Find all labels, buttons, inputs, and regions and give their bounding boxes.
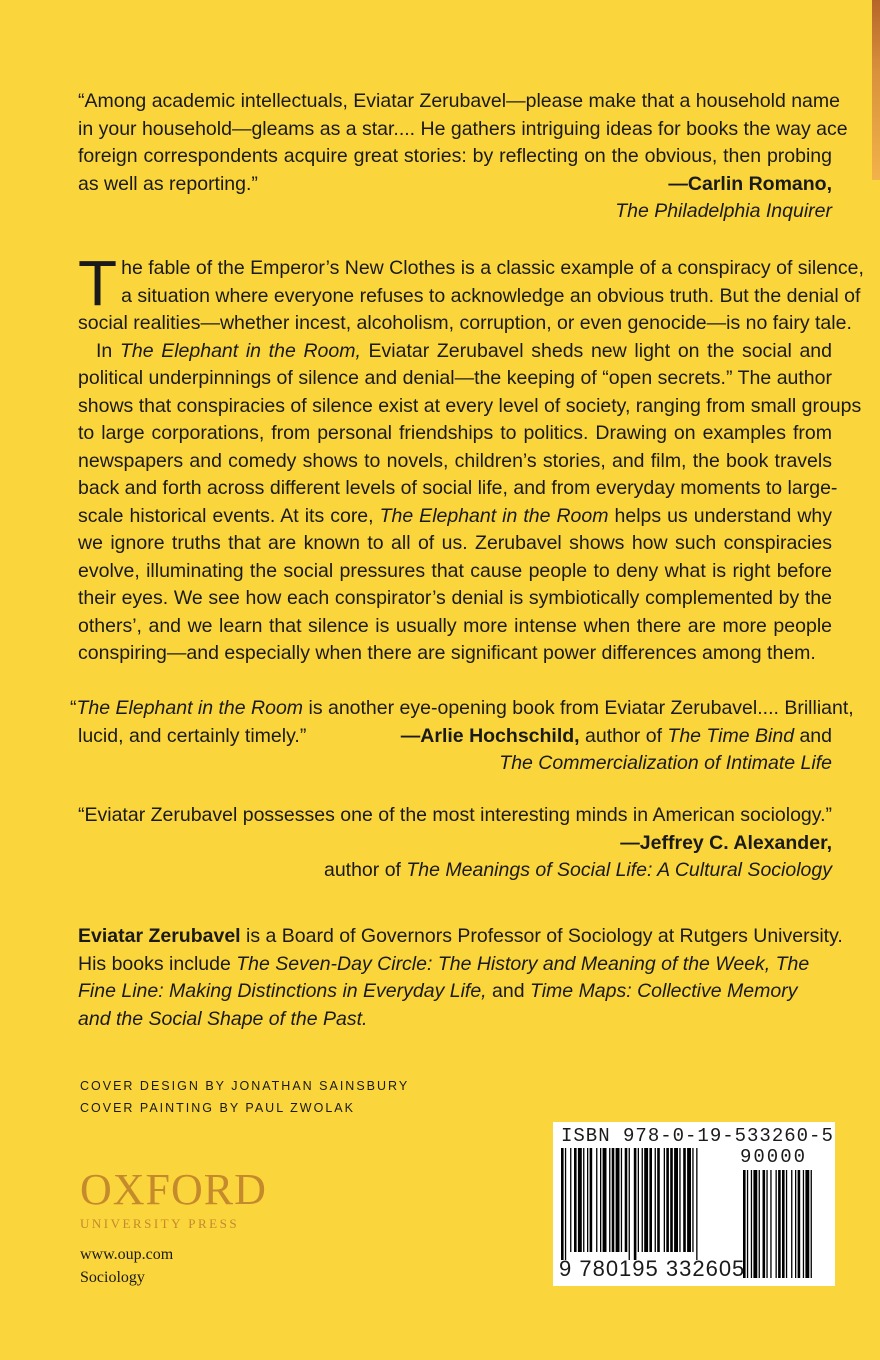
barcode-bar [655, 1148, 656, 1252]
barcode-addon-bar [803, 1170, 804, 1278]
description-line: he fable of the Emperor’s New Clothes is a classic example of a conspiracy of silence, [121, 257, 864, 279]
quote-attribution-name: —Arlie Hochschild, [400, 724, 580, 747]
isbn-number: ISBN 978-0-19-533260-5 [561, 1125, 834, 1147]
barcode-bar [683, 1148, 686, 1252]
bio-line: and the Social Shape of the Past. [78, 1007, 368, 1030]
quote-line: “The Elephant in the Room is another eye-opening book from Eviatar Zerubavel.... Brilliant, [70, 697, 854, 719]
quote-line: foreign correspondents acquire great stories: by reflecting on the obvious, then probing [78, 145, 832, 167]
book-description [78, 247, 864, 668]
barcode-bar [642, 1148, 643, 1252]
quote-line: in your household—gleams as a star.... He gathers intriguing ideas for books the way ace [78, 117, 848, 140]
publisher-block [80, 1165, 267, 1287]
barcode-bar [649, 1148, 652, 1252]
quote-attribution-source: The Philadelphia Inquirer [615, 200, 832, 222]
quote-line-last: lucid, and certainly timely.” —Arlie Hochschild, author of The Time Bind and [78, 724, 832, 747]
barcode-bar [587, 1148, 588, 1252]
description-line: conspiring—and especially when there are significant power differences among them. [78, 642, 816, 664]
quote-hochschild [70, 695, 854, 778]
bio-line: His books include The Seven-Day Circle: The History and Meaning of the Week, The [78, 952, 810, 975]
description-line: evolve, illuminating the social pressures that cause people to deny what is right before [78, 559, 832, 582]
barcode-bar [638, 1148, 639, 1252]
barcode-bar [687, 1148, 691, 1252]
quote-line: “Eviatar Zerubavel possesses one of the most interesting minds in American sociology.” [78, 804, 832, 826]
description-line: social realities—whether incest, alcoholism, corruption, or even genocide—is no fairy tale. [78, 312, 852, 334]
book-title: The Elephant in the Room [379, 504, 609, 527]
barcode-bar [634, 1148, 637, 1260]
quote-attribution-name: —Jeffrey C. Alexander, [620, 831, 832, 854]
barcode-addon-bar [753, 1170, 757, 1278]
quote-attribution-source: The Commercialization of Intimate Life [499, 752, 832, 774]
barcode-bar [644, 1148, 648, 1252]
barcode-addon-bar [751, 1170, 752, 1278]
barcode-bar [692, 1148, 693, 1252]
barcode-addon-bar [776, 1170, 777, 1278]
barcode-addon-bar [782, 1170, 785, 1278]
book-title: The Elephant in the Room, [119, 339, 361, 362]
barcode-bar [583, 1148, 584, 1252]
description-line: their eyes. We see how each conspirator’s denial is symbiotically complemented by the [78, 587, 832, 609]
description-line: shows that conspiracies of silence exist at every level of society, ranging from small groups [78, 394, 862, 417]
description-line: political underpinnings of silence and denial—the keeping of “open secrets.” The author [78, 367, 832, 389]
barcode-bar [696, 1148, 697, 1260]
description-line: a situation where everyone refuses to acknowledge an obvious truth. But the denial of [121, 284, 861, 307]
barcode-bar [664, 1148, 665, 1252]
bio-line: Eviatar Zerubavel is a Board of Governors Professor of Sociology at Rutgers University. [78, 925, 843, 947]
cover-credits [80, 1075, 409, 1119]
quote-attribution-name: —Carlin Romano, [668, 172, 832, 195]
description-line: scale historical events. At its core, The Elephant in the Room helps us understand why [78, 504, 832, 527]
description-line: to large corporations, from personal friendships to politics. Drawing on examples from [78, 422, 832, 444]
description-line: back and forth across different levels of social life, and from everyday moments to large- [78, 477, 838, 499]
barcode-addon-bar [770, 1170, 771, 1278]
oxford-logo: OXFORD [80, 1165, 267, 1214]
barcode-addon-bar [763, 1170, 766, 1278]
barcode-bar [621, 1148, 622, 1252]
barcode-bar [565, 1148, 566, 1260]
price-code: 90000 [740, 1146, 808, 1168]
quote-romano [78, 88, 848, 226]
barcode-bar [679, 1148, 680, 1252]
barcode-addon-bar [786, 1170, 787, 1278]
author-name: Eviatar Zerubavel [78, 925, 241, 947]
barcode-addon-bar [747, 1170, 748, 1278]
barcode-bar [670, 1148, 673, 1252]
barcode-bar [666, 1148, 669, 1252]
barcode-bar [612, 1148, 615, 1252]
description-line: we ignore truths that are known to all of us. Zerubavel shows how such conspiracies [78, 532, 832, 554]
barcode-bar [625, 1148, 628, 1252]
cover-painting-credit: COVER PAINTING BY PAUL ZWOLAK [80, 1101, 355, 1115]
author-bio [78, 923, 843, 1033]
barcode-bar [570, 1148, 571, 1252]
barcode-addon-bar [766, 1170, 767, 1278]
quote-line: “Among academic intellectuals, Eviatar Zerubavel—please make that a household name [78, 90, 840, 112]
description-line: In The Elephant in the Room, Eviatar Zerubavel sheds new light on the social and [96, 339, 832, 362]
barcode-addon-bar [805, 1170, 809, 1278]
barcode-bar [574, 1148, 577, 1252]
drop-cap: T [78, 247, 118, 319]
barcode-addon-bar [798, 1170, 801, 1278]
quote-line-last [78, 171, 832, 199]
barcode-addon-bar [791, 1170, 792, 1278]
quote-attribution-source: author of The Meanings of Social Life: A Cultural Sociology [323, 859, 832, 881]
quote-alexander [78, 802, 832, 885]
barcode-bar [590, 1148, 593, 1252]
isbn-barcode [553, 1122, 835, 1286]
quote-line: as well as reporting.” [78, 172, 258, 195]
barcode-bar [603, 1148, 607, 1252]
barcode-addon-bar [795, 1170, 796, 1278]
barcode-bar [596, 1148, 597, 1252]
barcode-bar [674, 1148, 678, 1252]
subject-category: Sociology [80, 1269, 145, 1286]
barcode-bar [657, 1148, 660, 1252]
barcode-addon-bar [778, 1170, 781, 1278]
description-line: others’, and we learn that silence is usually more intense when there are more people [78, 614, 832, 637]
barcode-bar [609, 1148, 610, 1252]
bio-line: Fine Line: Making Distinctions in Everyday Life, and Time Maps: Collective Memory [78, 980, 798, 1002]
barcode-bar [616, 1148, 620, 1252]
barcode-bar [561, 1148, 564, 1260]
cover-design-credit: COVER DESIGN BY JONATHAN SAINSBURY [80, 1079, 410, 1093]
barcode-digits: 9 780195 332605 [559, 1256, 746, 1281]
oxford-logo-subtitle: UNIVERSITY PRESS [80, 1216, 240, 1231]
description-line: newspapers and comedy shows to novels, children’s stories, and film, the book travels [78, 449, 832, 472]
barcode-bar [578, 1148, 582, 1252]
barcode-addon-bar [811, 1170, 812, 1278]
barcode-addon-bar [759, 1170, 760, 1278]
book-title: The Elephant in the Room [76, 697, 304, 719]
publisher-website: www.oup.com [80, 1246, 174, 1263]
barcode-bar [629, 1148, 630, 1260]
barcode-bar [600, 1148, 601, 1252]
cover-art-edge [872, 0, 880, 180]
